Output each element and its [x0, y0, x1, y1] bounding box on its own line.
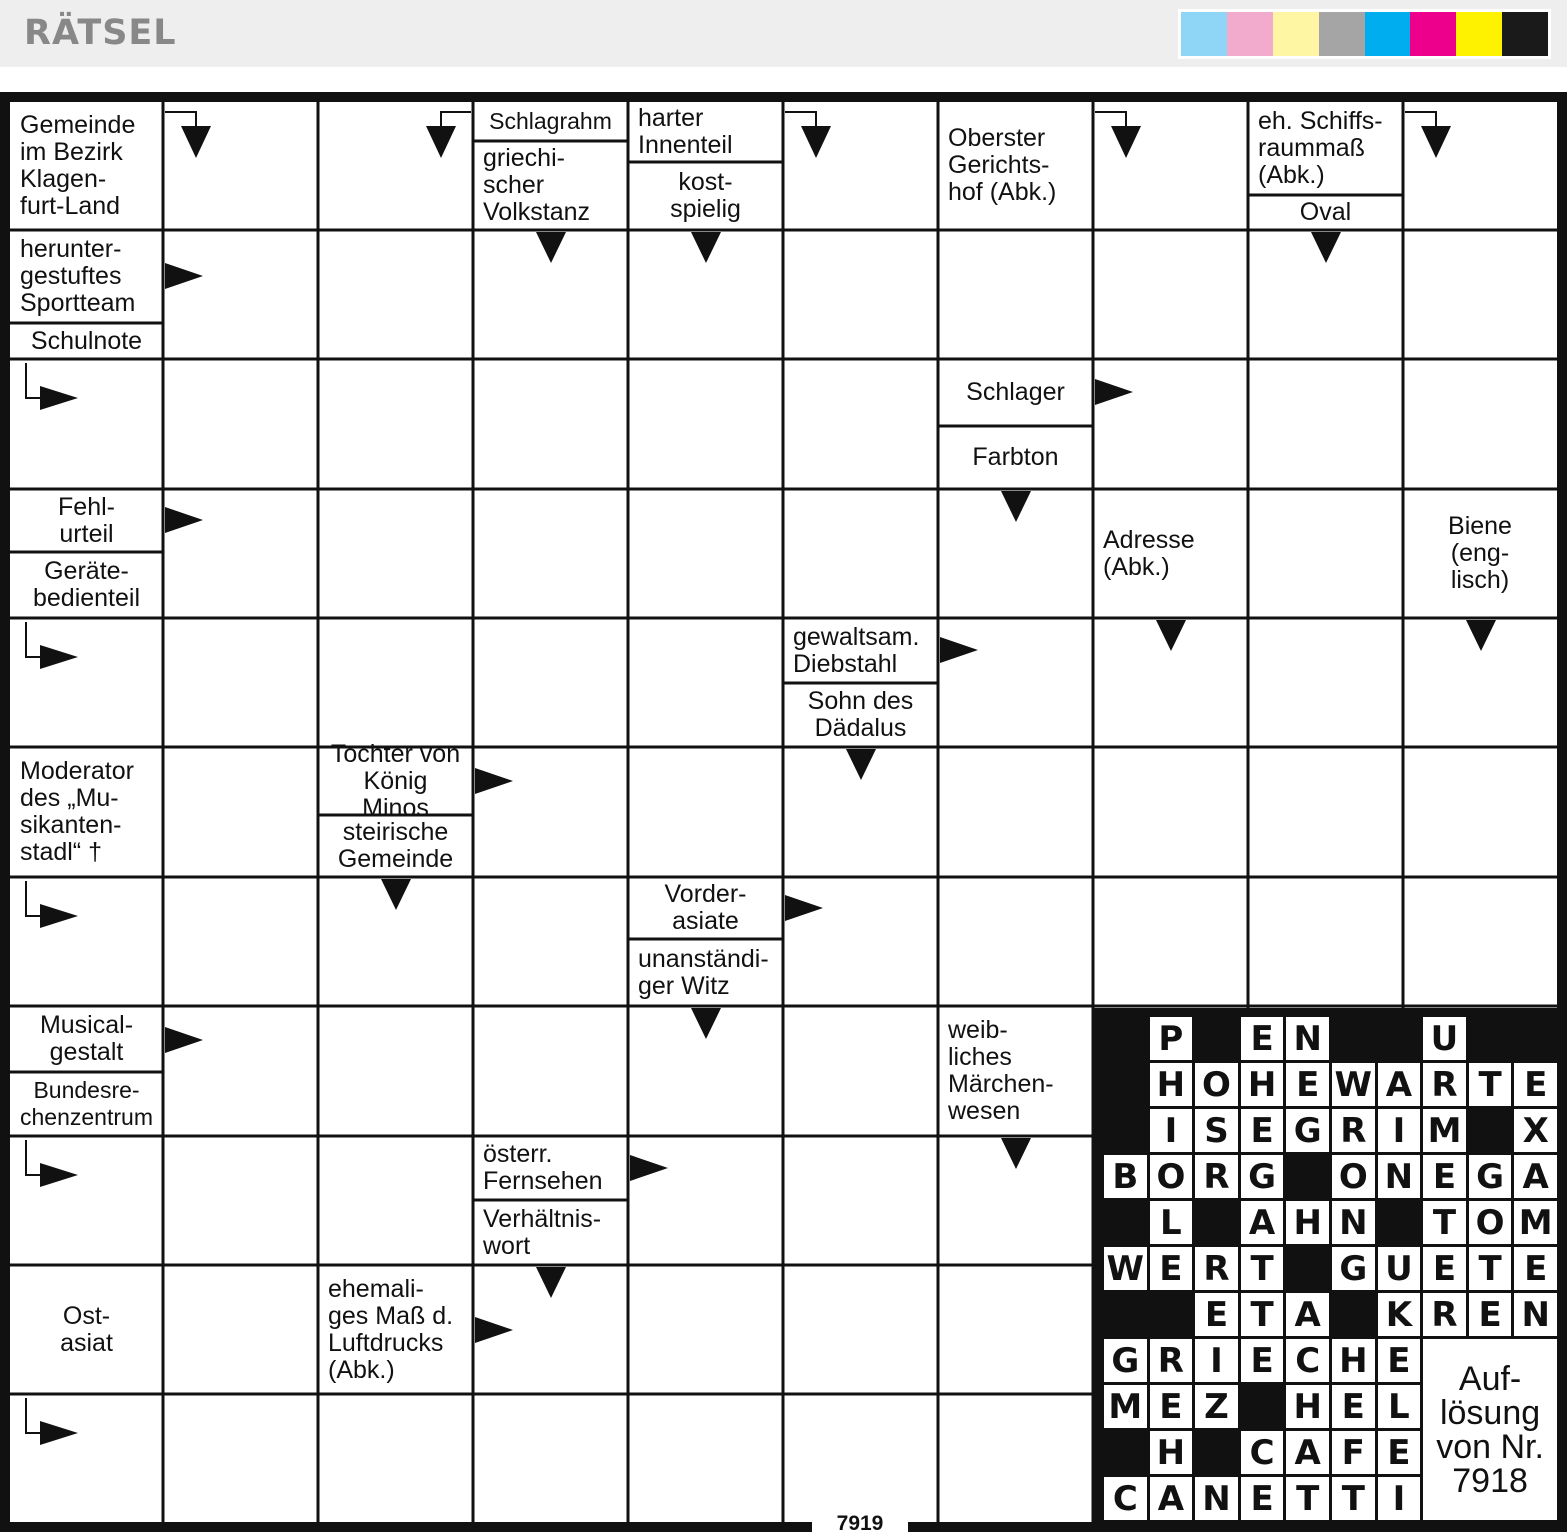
solution-letter: E — [1241, 1109, 1284, 1152]
solution-letter: E — [1241, 1339, 1284, 1382]
solution-letter: F — [1332, 1431, 1375, 1474]
solution-letter: H — [1150, 1063, 1193, 1106]
clue-text: Schlager — [966, 378, 1065, 406]
clue-text: herunter- gestuftes Sportteam — [20, 235, 136, 317]
arrow-right-icon — [40, 904, 78, 928]
solution-letter: L — [1150, 1201, 1193, 1244]
solution-letter: T — [1286, 1477, 1329, 1520]
solution-letter: A — [1286, 1431, 1329, 1474]
arrow-down-icon — [801, 126, 831, 158]
solution-letter: E — [1423, 1155, 1466, 1198]
arrow-right-icon — [785, 895, 823, 921]
clue-text: Moderator des „Mu- sikanten- stadl“ † — [20, 757, 134, 866]
solution-letter: G — [1286, 1109, 1329, 1152]
arrow-right-icon — [630, 1155, 668, 1181]
arrow-right-icon — [40, 386, 78, 410]
clue-text: Biene (eng- lisch) — [1448, 512, 1512, 594]
solution-letter: C — [1286, 1339, 1329, 1382]
color-swatch — [1365, 12, 1411, 56]
solution-letter: M — [1423, 1109, 1466, 1152]
clue-text: eh. Schiffs- raummaß (Abk.) — [1258, 106, 1383, 189]
arrow-corner-icon — [785, 112, 816, 126]
solution-letter: M — [1514, 1201, 1557, 1244]
solution-letter: E — [1378, 1339, 1421, 1382]
color-swatch — [1456, 12, 1502, 56]
arrow-down-icon — [691, 1008, 721, 1039]
solution-letter: A — [1378, 1063, 1421, 1106]
solution-letter: B — [1104, 1155, 1147, 1198]
solution-letter: T — [1241, 1247, 1284, 1290]
solution-letter: T — [1469, 1247, 1512, 1290]
solution-letter: G — [1469, 1155, 1512, 1198]
solution-letter: A — [1150, 1477, 1193, 1520]
solution-letter: N — [1286, 1017, 1329, 1060]
clue-text: Vorder- asiate — [664, 880, 747, 935]
arrow-down-icon — [536, 232, 566, 263]
solution-letter: L — [1378, 1385, 1421, 1428]
solution-letter: E — [1150, 1247, 1193, 1290]
arrow-corner-icon — [26, 1398, 40, 1433]
arrow-down-icon — [426, 126, 456, 158]
solution-letter: I — [1150, 1109, 1193, 1152]
page-title: RÄTSEL — [24, 13, 177, 53]
solution-letter: M — [1104, 1385, 1147, 1428]
solution-grid-previous-puzzle — [1093, 1008, 1560, 1527]
color-swatch — [1319, 12, 1365, 56]
arrow-corner-icon — [1405, 112, 1436, 126]
solution-letter: W — [1104, 1247, 1147, 1290]
color-calibration-swatches — [1178, 9, 1551, 59]
solution-letter: E — [1332, 1385, 1375, 1428]
clue-text: Oberster Gerichts- hof (Abk.) — [948, 124, 1057, 206]
solution-letter: A — [1286, 1293, 1329, 1336]
clue-text: Fehl- urteil — [58, 492, 115, 548]
arrow-down-icon — [846, 749, 876, 780]
solution-letter: O — [1150, 1155, 1193, 1198]
clue-text: unanständi- ger Witz — [638, 944, 769, 1000]
clue-text: harter Innenteil — [638, 103, 733, 159]
solution-letter: T — [1423, 1201, 1466, 1244]
arrow-right-icon — [40, 1163, 78, 1187]
arrow-right-icon — [40, 1421, 78, 1445]
clue-text: Bundesre- chenzentrum — [20, 1077, 153, 1130]
clue-text: Schulnote — [30, 326, 143, 355]
solution-letter: E — [1514, 1063, 1557, 1106]
solution-letter: E — [1241, 1477, 1284, 1520]
clue-text: Tochter von König Minos — [330, 739, 461, 822]
arrow-down-icon — [691, 232, 721, 263]
solution-letter: R — [1423, 1063, 1466, 1106]
puzzle-number: 7919 — [812, 1512, 908, 1534]
solution-letter: G — [1104, 1339, 1147, 1382]
arrow-right-icon — [165, 1027, 203, 1053]
color-swatch — [1273, 12, 1319, 56]
arrow-down-icon — [1311, 232, 1341, 263]
arrow-right-icon — [165, 507, 203, 533]
clue-text: griechi- scher Volkstanz — [483, 144, 591, 226]
clue-text: gewaltsam. Diebstahl — [793, 622, 920, 678]
arrow-right-icon — [940, 637, 978, 663]
clue-text: Farbton — [972, 443, 1059, 471]
solution-letter: G — [1241, 1155, 1284, 1198]
arrow-corner-icon — [441, 112, 471, 126]
solution-letter: T — [1241, 1293, 1284, 1336]
clue-text: steirische Gemeinde — [337, 818, 454, 873]
color-swatch — [1502, 12, 1548, 56]
solution-letter: N — [1332, 1201, 1375, 1244]
solution-letter: C — [1241, 1431, 1284, 1474]
arrow-down-icon — [381, 879, 411, 910]
arrow-corner-icon — [165, 112, 196, 126]
solution-letter: N — [1378, 1155, 1421, 1198]
arrow-corner-icon — [26, 363, 40, 398]
solution-letter: P — [1150, 1017, 1193, 1060]
clue-text: Gemeinde im Bezirk Klagen- furt-Land — [20, 110, 136, 220]
clue-text: Geräte- bedienteil — [32, 557, 141, 612]
solution-letter: R — [1332, 1109, 1375, 1152]
solution-letter: R — [1195, 1247, 1238, 1290]
solution-letter: C — [1104, 1477, 1147, 1520]
clue-text: Adresse (Abk.) — [1103, 525, 1195, 581]
solution-letter: S — [1195, 1109, 1238, 1152]
arrow-down-icon — [1156, 620, 1186, 651]
arrow-right-icon — [40, 645, 78, 669]
solution-letter: E — [1469, 1293, 1512, 1336]
clue-text: kost- spielig — [670, 168, 741, 223]
solution-letter: G — [1332, 1247, 1375, 1290]
solution-letter: I — [1195, 1339, 1238, 1382]
clue-text: Sohn des Dädalus — [807, 687, 914, 742]
solution-letter: E — [1286, 1063, 1329, 1106]
arrow-down-icon — [1421, 126, 1451, 158]
clue-text: Oval — [1299, 198, 1352, 226]
solution-letter: I — [1378, 1477, 1421, 1520]
solution-letter: N — [1195, 1477, 1238, 1520]
arrow-down-icon — [536, 1267, 566, 1298]
solution-letter: E — [1378, 1431, 1421, 1474]
solution-letter: Z — [1195, 1385, 1238, 1428]
solution-letter: H — [1150, 1431, 1193, 1474]
solution-label: Auf- lösung von Nr. 7918 — [1423, 1339, 1557, 1520]
solution-letter: H — [1286, 1201, 1329, 1244]
solution-letter: N — [1514, 1293, 1557, 1336]
arrow-down-icon — [1001, 491, 1031, 522]
arrow-right-icon — [1095, 379, 1133, 405]
arrow-corner-icon — [26, 622, 40, 657]
arrow-right-icon — [475, 1317, 513, 1343]
solution-letter: E — [1423, 1247, 1466, 1290]
solution-letter: E — [1514, 1247, 1557, 1290]
clue-text: ehemali- ges Maß d. Luftdrucks (Abk.) — [328, 1274, 454, 1384]
arrow-down-icon — [1001, 1138, 1031, 1169]
header-bar — [0, 0, 1567, 67]
color-swatch — [1410, 12, 1456, 56]
solution-letter: A — [1514, 1155, 1557, 1198]
color-swatch — [1227, 12, 1273, 56]
arrow-down-icon — [1111, 126, 1141, 158]
clue-text: Musical- gestalt — [39, 1011, 134, 1066]
arrow-down-icon — [181, 126, 211, 158]
arrow-right-icon — [475, 768, 513, 794]
arrow-down-icon — [1466, 620, 1496, 651]
solution-letter: A — [1241, 1201, 1284, 1244]
solution-letter: H — [1241, 1063, 1284, 1106]
solution-letter: U — [1423, 1017, 1466, 1060]
solution-letter: T — [1332, 1477, 1375, 1520]
clue-text: weib- liches Märchen- wesen — [948, 1016, 1054, 1125]
solution-letter: O — [1469, 1201, 1512, 1244]
clue-text: österr. Fernsehen — [483, 1140, 603, 1195]
solution-letter: X — [1514, 1109, 1557, 1152]
arrow-corner-icon — [26, 881, 40, 916]
solution-letter: E — [1150, 1385, 1193, 1428]
solution-letter: H — [1332, 1339, 1375, 1382]
solution-letter: I — [1378, 1109, 1421, 1152]
solution-letter: O — [1195, 1063, 1238, 1106]
solution-letter: R — [1423, 1293, 1466, 1336]
color-swatch — [1181, 12, 1227, 56]
solution-letter: E — [1195, 1293, 1238, 1336]
solution-letter: R — [1150, 1339, 1193, 1382]
clue-text: Verhältnis- wort — [483, 1204, 602, 1260]
clue-text: Schlagrahm — [489, 107, 612, 134]
solution-letter: O — [1332, 1155, 1375, 1198]
arrow-right-icon — [165, 263, 203, 289]
arrow-corner-icon — [26, 1140, 40, 1175]
arrow-corner-icon — [1095, 112, 1126, 126]
solution-letter: H — [1286, 1385, 1329, 1428]
solution-letter: R — [1195, 1155, 1238, 1198]
solution-letter: K — [1378, 1293, 1421, 1336]
solution-letter: E — [1241, 1017, 1284, 1060]
clue-text: Ost- asiat — [60, 1301, 113, 1357]
solution-letter: W — [1332, 1063, 1375, 1106]
solution-letter: U — [1378, 1247, 1421, 1290]
solution-letter: T — [1469, 1063, 1512, 1106]
